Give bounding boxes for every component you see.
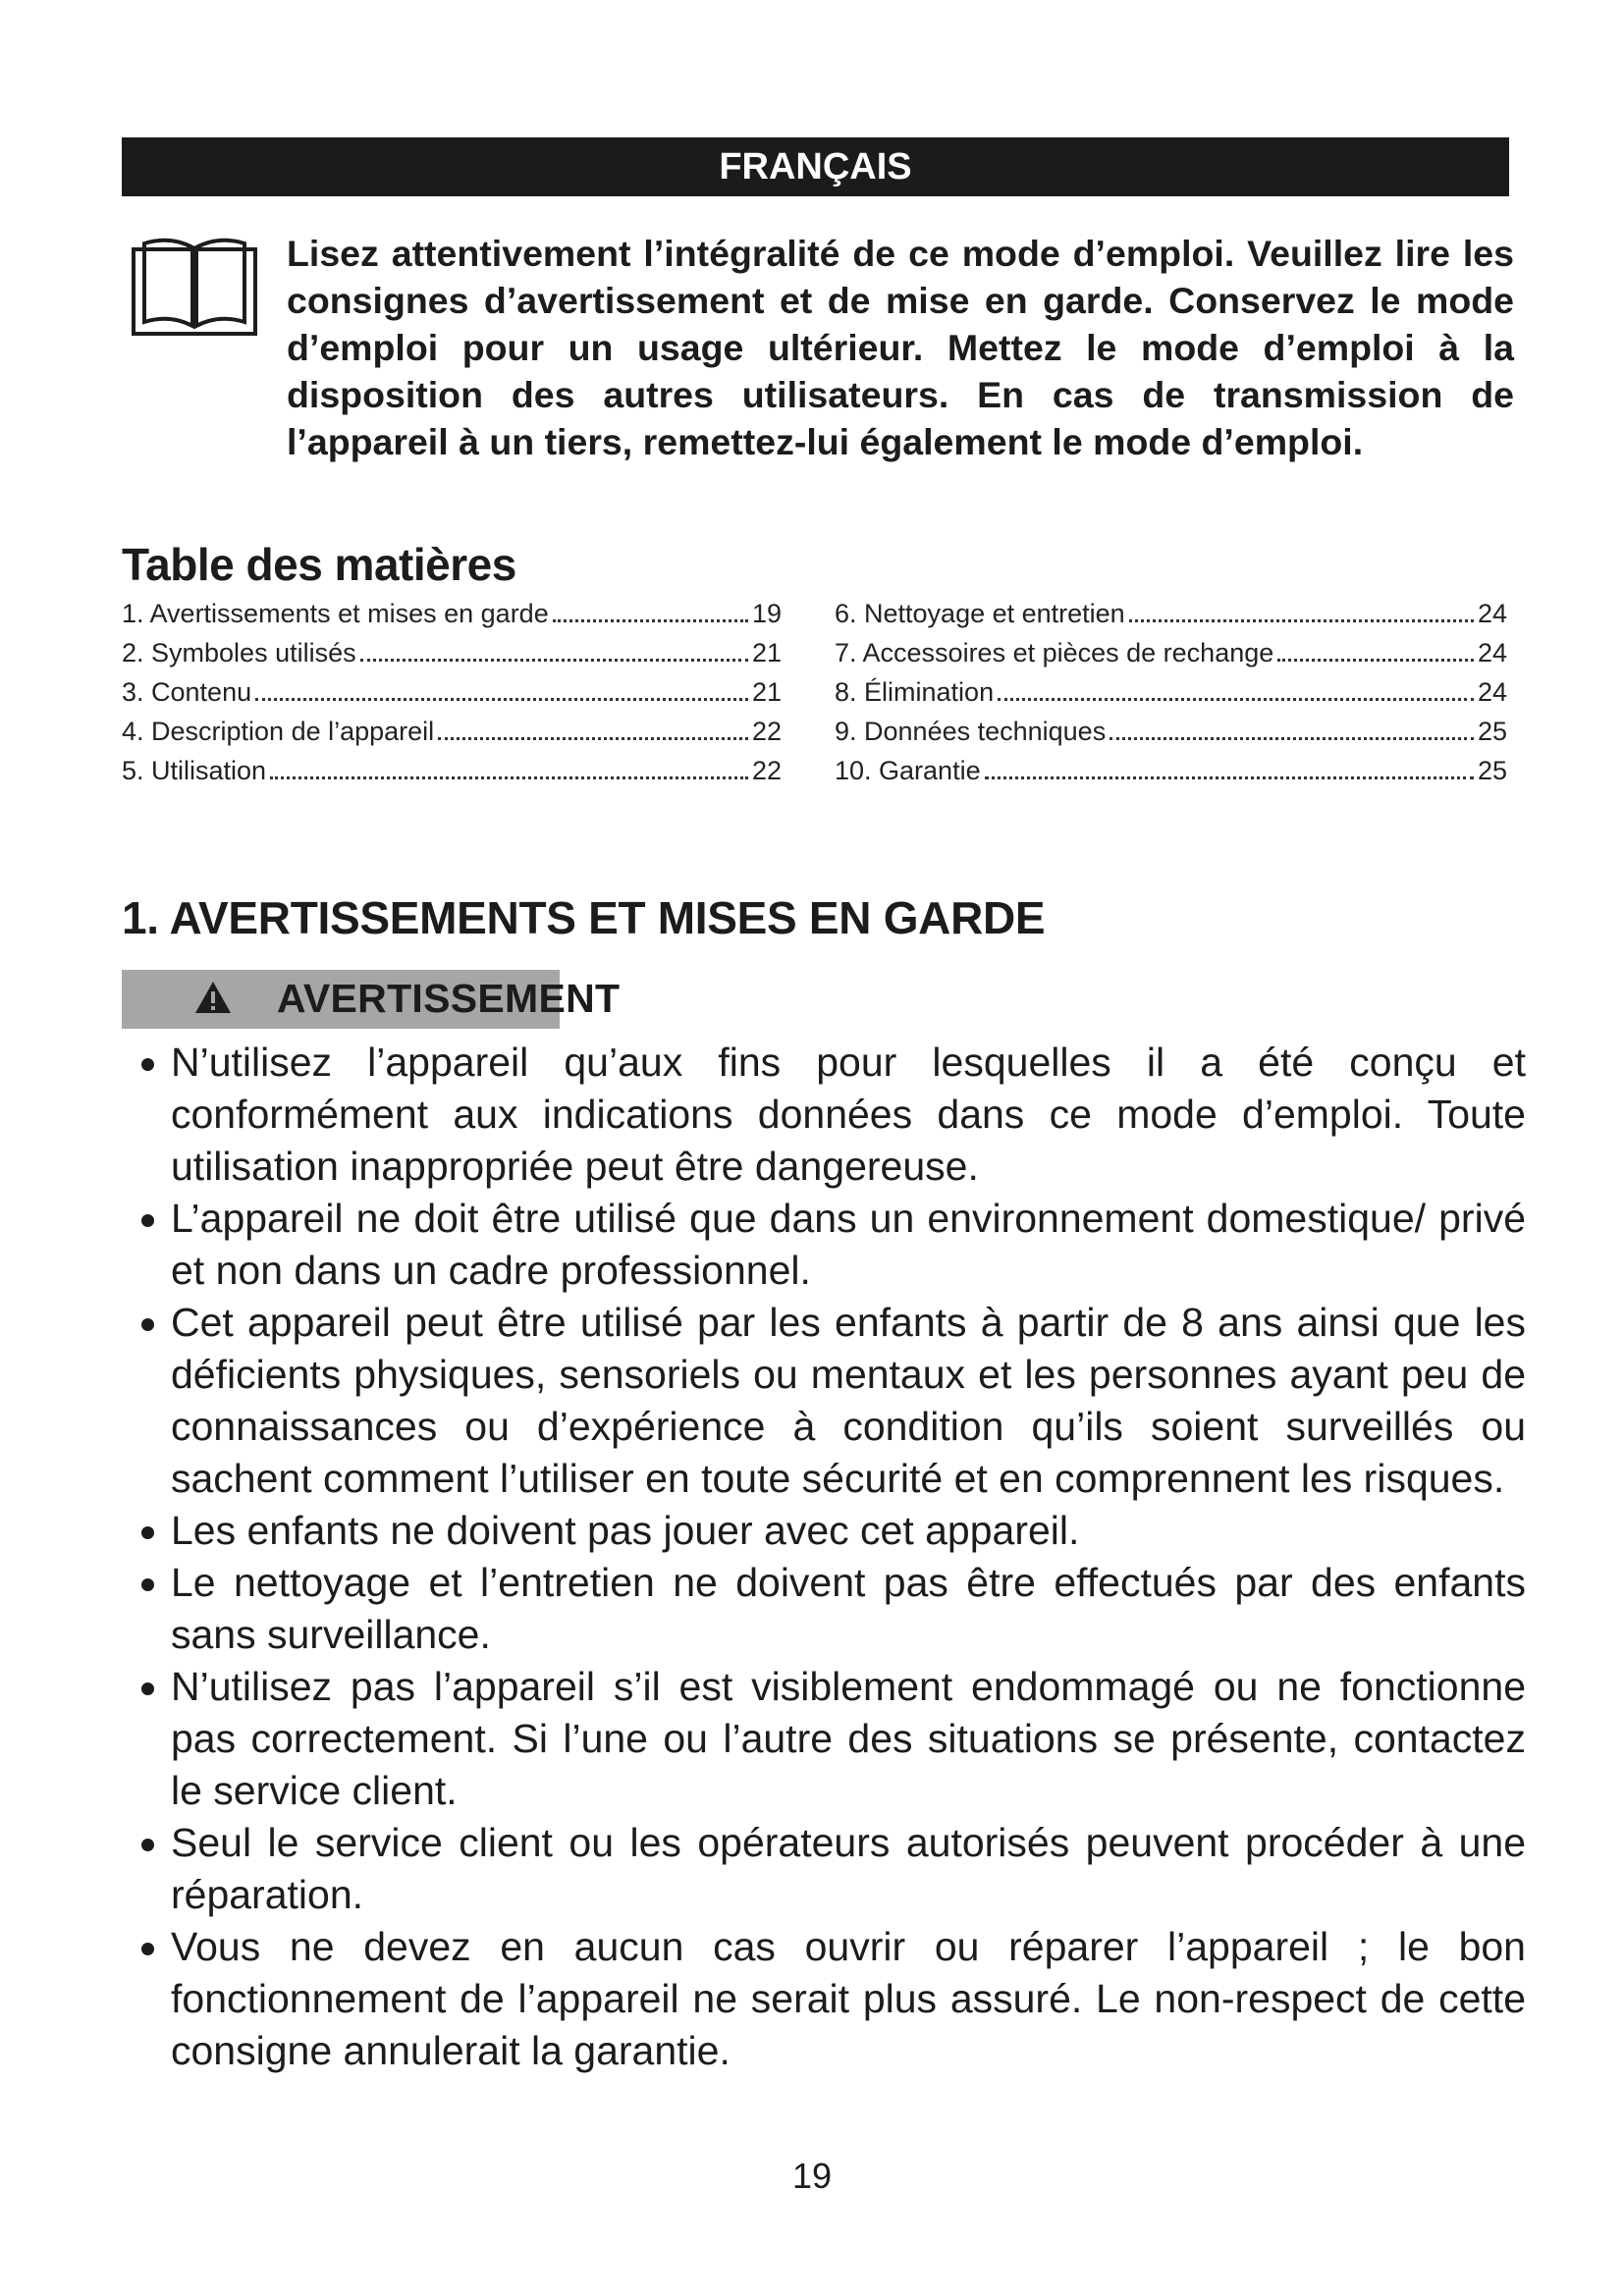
toc-left-column	[122, 599, 782, 795]
toc-entry[interactable]: 6. Nettoyage et entretien 24	[835, 599, 1507, 628]
warning-triangle-icon	[194, 980, 232, 1015]
bullet-icon	[141, 1318, 154, 1331]
bullet-icon	[141, 1058, 154, 1071]
section-title: 1. AVERTISSEMENTS ET MISES EN GARDE	[122, 892, 1046, 943]
toc-entry[interactable]: 10. Garantie 25	[835, 756, 1507, 785]
page-number: 19	[791, 2156, 833, 2196]
language-header	[122, 137, 1509, 196]
intro-text: Lisez attentivement l’intégralité de ce mode d’emploi. Veuillez lire les consignes d’avertissement et de mise en garde. Conservez le mode d’emploi pour un usage ultérieur. Mettez le mode d’emploi à la disposition des autres utilisateurs. En cas de transmission de l’appareil à un tiers, remettez-lui également le mode d’emploi.	[287, 233, 1514, 462]
bullet-icon	[141, 1943, 154, 1955]
warning-heading	[122, 970, 652, 1029]
toc-entry[interactable]: 3. Contenu 21	[122, 677, 782, 707]
toc-entry[interactable]: 4. Description de l’appareil 22	[122, 717, 782, 746]
list-item: Seul le service client ou les opérateurs autorisés peuvent procéder à une réparation.	[122, 1817, 1526, 1921]
bullet-icon	[141, 1214, 154, 1227]
list-item: Le nettoyage et l’entretien ne doivent pas être effectués par des enfants sans surveillance.	[122, 1557, 1526, 1661]
language-label: FRANÇAIS	[719, 145, 912, 187]
list-item: L’appareil ne doit être utilisé que dans un environnement domestique/ privé et non dans un cadre professionnel.	[122, 1193, 1526, 1297]
toc-title: Table des matières	[122, 539, 516, 590]
bullet-icon	[141, 1526, 154, 1539]
toc-entry[interactable]: 1. Avertissements et mises en garde 19	[122, 599, 782, 628]
warning-label: AVERTISSEMENT	[277, 976, 621, 1021]
list-item: Vous ne devez en aucun cas ouvrir ou réparer l’appareil ; le bon fonctionnement de l’appareil ne serait plus assuré. Le non-respect de cette consigne annulerait la garantie.	[122, 1921, 1526, 2077]
toc-entry[interactable]: 9. Données techniques 25	[835, 717, 1507, 746]
list-item: N’utilisez pas l’appareil s’il est visiblement endommagé ou ne fonctionne pas correctement. Si l’une ou l’autre des situations se présente, contactez le service client.	[122, 1661, 1526, 1817]
toc-entry[interactable]: 5. Utilisation 22	[122, 756, 782, 785]
bullet-icon	[141, 1578, 154, 1591]
toc-entry[interactable]: 2. Symboles utilisés 21	[122, 638, 782, 667]
list-item: N’utilisez l’appareil qu’aux fins pour lesquelles il a été conçu et conformément aux indications données dans ce mode d’emploi. Toute utilisation inappropriée peut être dangereuse.	[122, 1037, 1526, 1193]
toc-right-column	[835, 599, 1507, 795]
bullet-icon	[141, 1839, 154, 1851]
list-item: Les enfants ne doivent pas jouer avec cet appareil.	[122, 1505, 1526, 1557]
list-item: Cet appareil peut être utilisé par les enfants à partir de 8 ans ainsi que les déficients physiques, sensoriels ou mentaux et les personnes ayant peu de connaissances ou d’expérience à condition qu’ils soient surveillés ou sachent comment l’utiliser en toute sécurité et en comprennent les risques.	[122, 1297, 1526, 1505]
open-book-icon	[131, 236, 258, 338]
toc-entry[interactable]: 8. Élimination 24	[835, 677, 1507, 707]
toc-entry[interactable]: 7. Accessoires et pièces de rechange 24	[835, 638, 1507, 667]
warning-list	[122, 1037, 1526, 2077]
bullet-icon	[141, 1682, 154, 1695]
